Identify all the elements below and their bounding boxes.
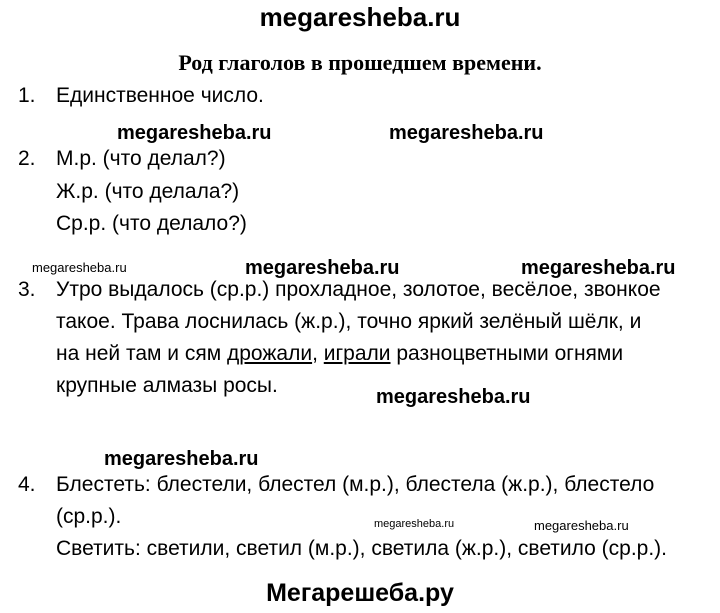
item-3-line-2: такое. Трава лоснилась (ж.р.), точно яркий зелёный шёлк, и — [56, 310, 642, 333]
watermark: megaresheba.ru — [104, 448, 259, 470]
watermark: megaresheba.ru — [376, 386, 531, 408]
item-4-line-3: Светить: светили, светил (м.р.), светила (ж.р.), светило (ср.р.). — [56, 537, 667, 560]
item-3-number: 3. — [18, 278, 36, 301]
watermark: megaresheba.ru — [32, 260, 127, 275]
item-2-number: 2. — [18, 147, 36, 170]
item-2-line-3: Ср.р. (что делало?) — [56, 212, 247, 235]
item-1-line-1: Единственное число. — [56, 84, 264, 107]
watermark: megaresheba.ru — [521, 257, 676, 279]
footer-watermark: Мегарешеба.ру — [266, 579, 454, 607]
text-segment: , — [312, 342, 324, 365]
watermark: megaresheba.ru — [117, 122, 272, 144]
text-segment: разноцветными огнями — [390, 342, 624, 365]
watermark-top: megaresheba.ru — [259, 2, 461, 32]
watermark: megaresheba.ru — [389, 122, 544, 144]
page-title: Род глаголов в прошедшем времени. — [178, 50, 542, 75]
item-3-line-4: крупные алмазы росы. — [56, 374, 278, 397]
item-4-line-2: (ср.р.). — [56, 505, 122, 528]
item-2-line-1: М.р. (что делал?) — [56, 147, 226, 170]
underlined-word: дрожали — [227, 342, 313, 365]
item-3-line-3 — [56, 342, 623, 366]
item-4-number: 4. — [18, 473, 36, 496]
item-4-line-1: Блестеть: блестели, блестел (м.р.), блестела (ж.р.), блестело — [56, 473, 655, 496]
item-1-number: 1. — [18, 84, 36, 107]
watermark: megaresheba.ru — [374, 518, 455, 530]
text-segment: на ней там и сям — [56, 342, 227, 365]
watermark: megaresheba.ru — [245, 257, 400, 279]
item-3-line-1: Утро выдалось (ср.р.) прохладное, золотое, весёлое, звонкое — [56, 278, 661, 301]
watermark: megaresheba.ru — [534, 518, 629, 533]
item-2-line-2: Ж.р. (что делала?) — [56, 180, 240, 203]
underlined-word: играли — [323, 342, 391, 365]
